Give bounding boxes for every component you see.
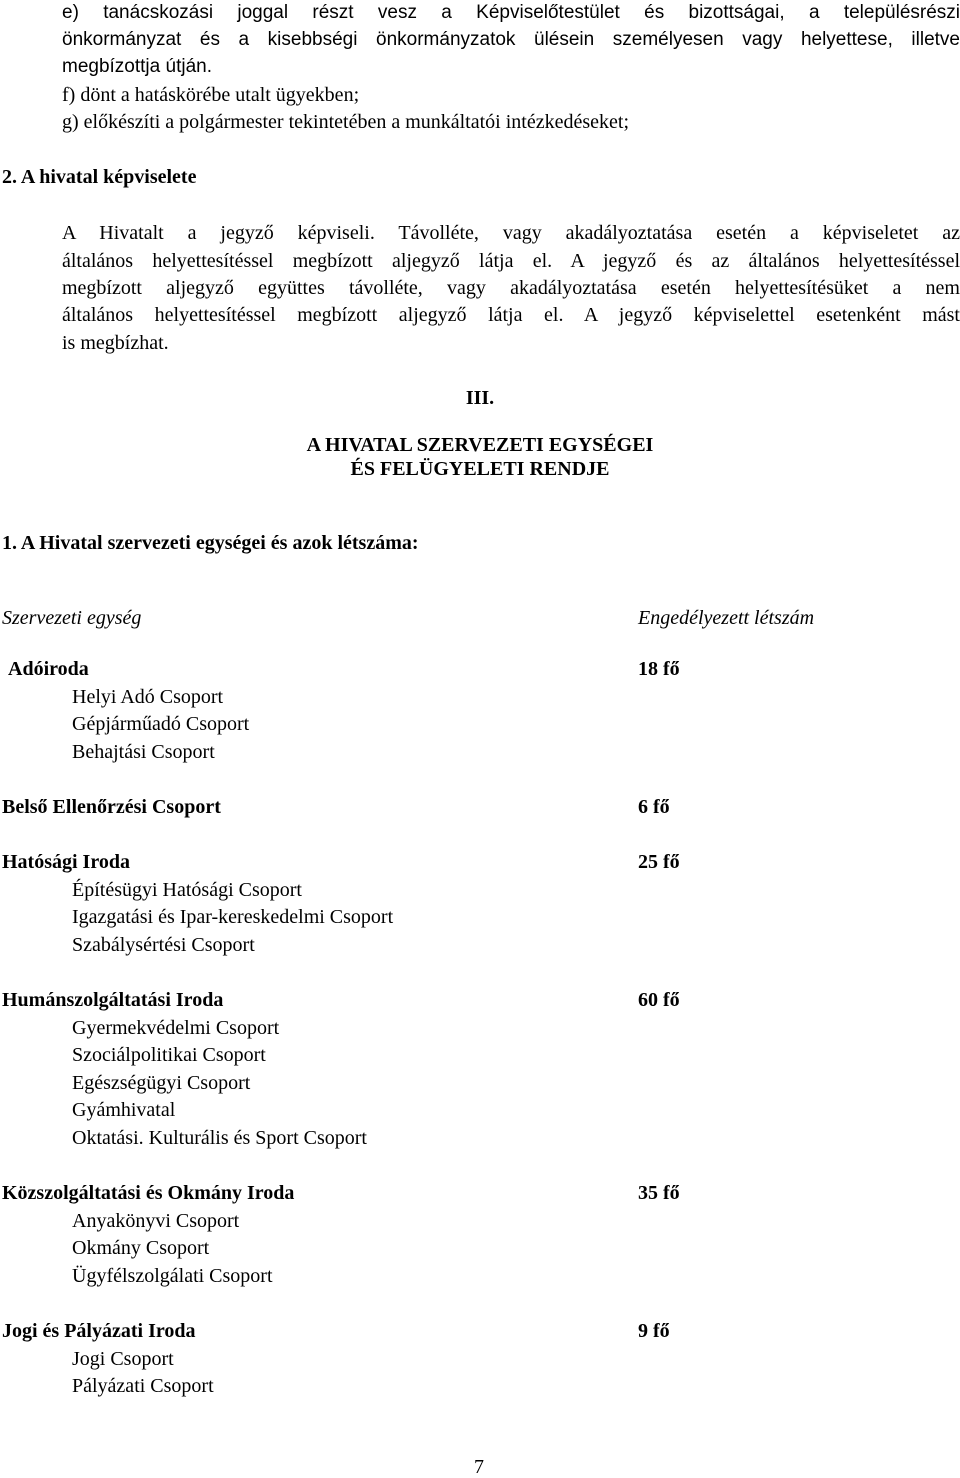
intro-line-1: e) tanácskozási joggal részt vesz a Képviselőtestület és bizottságai, a településrészi [62,2,960,23]
sub-unit: Gépjárműadó Csoport [72,713,250,735]
page-number: 7 [474,1456,484,1478]
unit-name: Közszolgáltatási és Okmány Iroda [2,1182,295,1204]
intro-line-g: g) előkészíti a polgármester tekintetében a munkáltatói intézkedéseket; [62,111,630,133]
sub-unit: Helyi Adó Csoport [72,686,224,708]
sub-unit: Pályázati Csoport [72,1375,214,1397]
unit-name: Jogi és Pályázati Iroda [2,1320,196,1342]
unit-count: 25 fő [638,851,680,873]
section-heading-representation: 2. A hivatal képviselete [2,166,197,188]
sub-unit: Egészségügyi Csoport [72,1072,251,1094]
sub-unit: Behajtási Csoport [72,741,215,763]
sub-unit: Szabálysértési Csoport [72,934,255,956]
paragraph-line-2: általános helyettesítéssel megbízott aljegyző látja el. A jegyző és az általános helyettesítéssel [62,250,960,272]
paragraph-line-5: is megbízhat. [62,332,169,354]
column-header-count: Engedélyezett létszám [638,607,815,629]
paragraph-line-4: általános helyettesítéssel megbízott aljegyző látja el. A jegyző képviselettel esetenként mást [62,304,960,326]
chapter-title-line-1: A HIVATAL SZERVEZETI EGYSÉGEI [306,434,654,456]
unit-count: 60 fő [638,989,680,1011]
unit-count: 6 fő [638,796,670,818]
unit-count: 35 fő [638,1182,680,1204]
sub-unit: Építésügyi Hatósági Csoport [72,879,302,901]
section-heading-units: 1. A Hivatal szervezeti egységei és azok létszáma: [2,532,419,554]
intro-line-3: megbízottja útján. [62,56,212,77]
unit-count: 18 fő [638,658,680,680]
unit-name: Adóiroda [8,658,89,680]
paragraph-line-3: megbízott aljegyző együttes távolléte, vagy akadályoztatása esetén helyettesítésüket a nem [62,277,960,299]
chapter-number: III. [465,387,495,409]
column-header-unit: Szervezeti egység [2,607,142,629]
sub-unit: Ügyfélszolgálati Csoport [72,1265,273,1287]
intro-line-2: önkormányzat és a kisebbségi önkormányzatok ülésein személyesen vagy helyettese, illetve [62,29,960,50]
unit-count: 9 fő [638,1320,670,1342]
chapter-title-line-2: ÉS FELÜGYELETI RENDJE [350,458,610,480]
sub-unit: Szociálpolitikai Csoport [72,1044,266,1066]
sub-unit: Igazgatási és Ipar-kereskedelmi Csoport [72,906,394,928]
intro-line-f: f) dönt a hatáskörébe utalt ügyekben; [62,84,360,106]
sub-unit: Gyámhivatal [72,1099,176,1121]
unit-name: Belső Ellenőrzési Csoport [2,796,221,818]
sub-unit: Gyermekvédelmi Csoport [72,1017,280,1039]
unit-name: Hatósági Iroda [2,851,130,873]
paragraph-line-1: A Hivatalt a jegyző képviseli. Távolléte, vagy akadályoztatása esetén a képviseletet az [62,222,960,244]
sub-unit: Okmány Csoport [72,1237,210,1259]
sub-unit: Anyakönyvi Csoport [72,1210,240,1232]
unit-name: Humánszolgáltatási Iroda [2,989,224,1011]
sub-unit: Jogi Csoport [72,1348,174,1370]
sub-unit: Oktatási. Kulturális és Sport Csoport [72,1127,367,1149]
